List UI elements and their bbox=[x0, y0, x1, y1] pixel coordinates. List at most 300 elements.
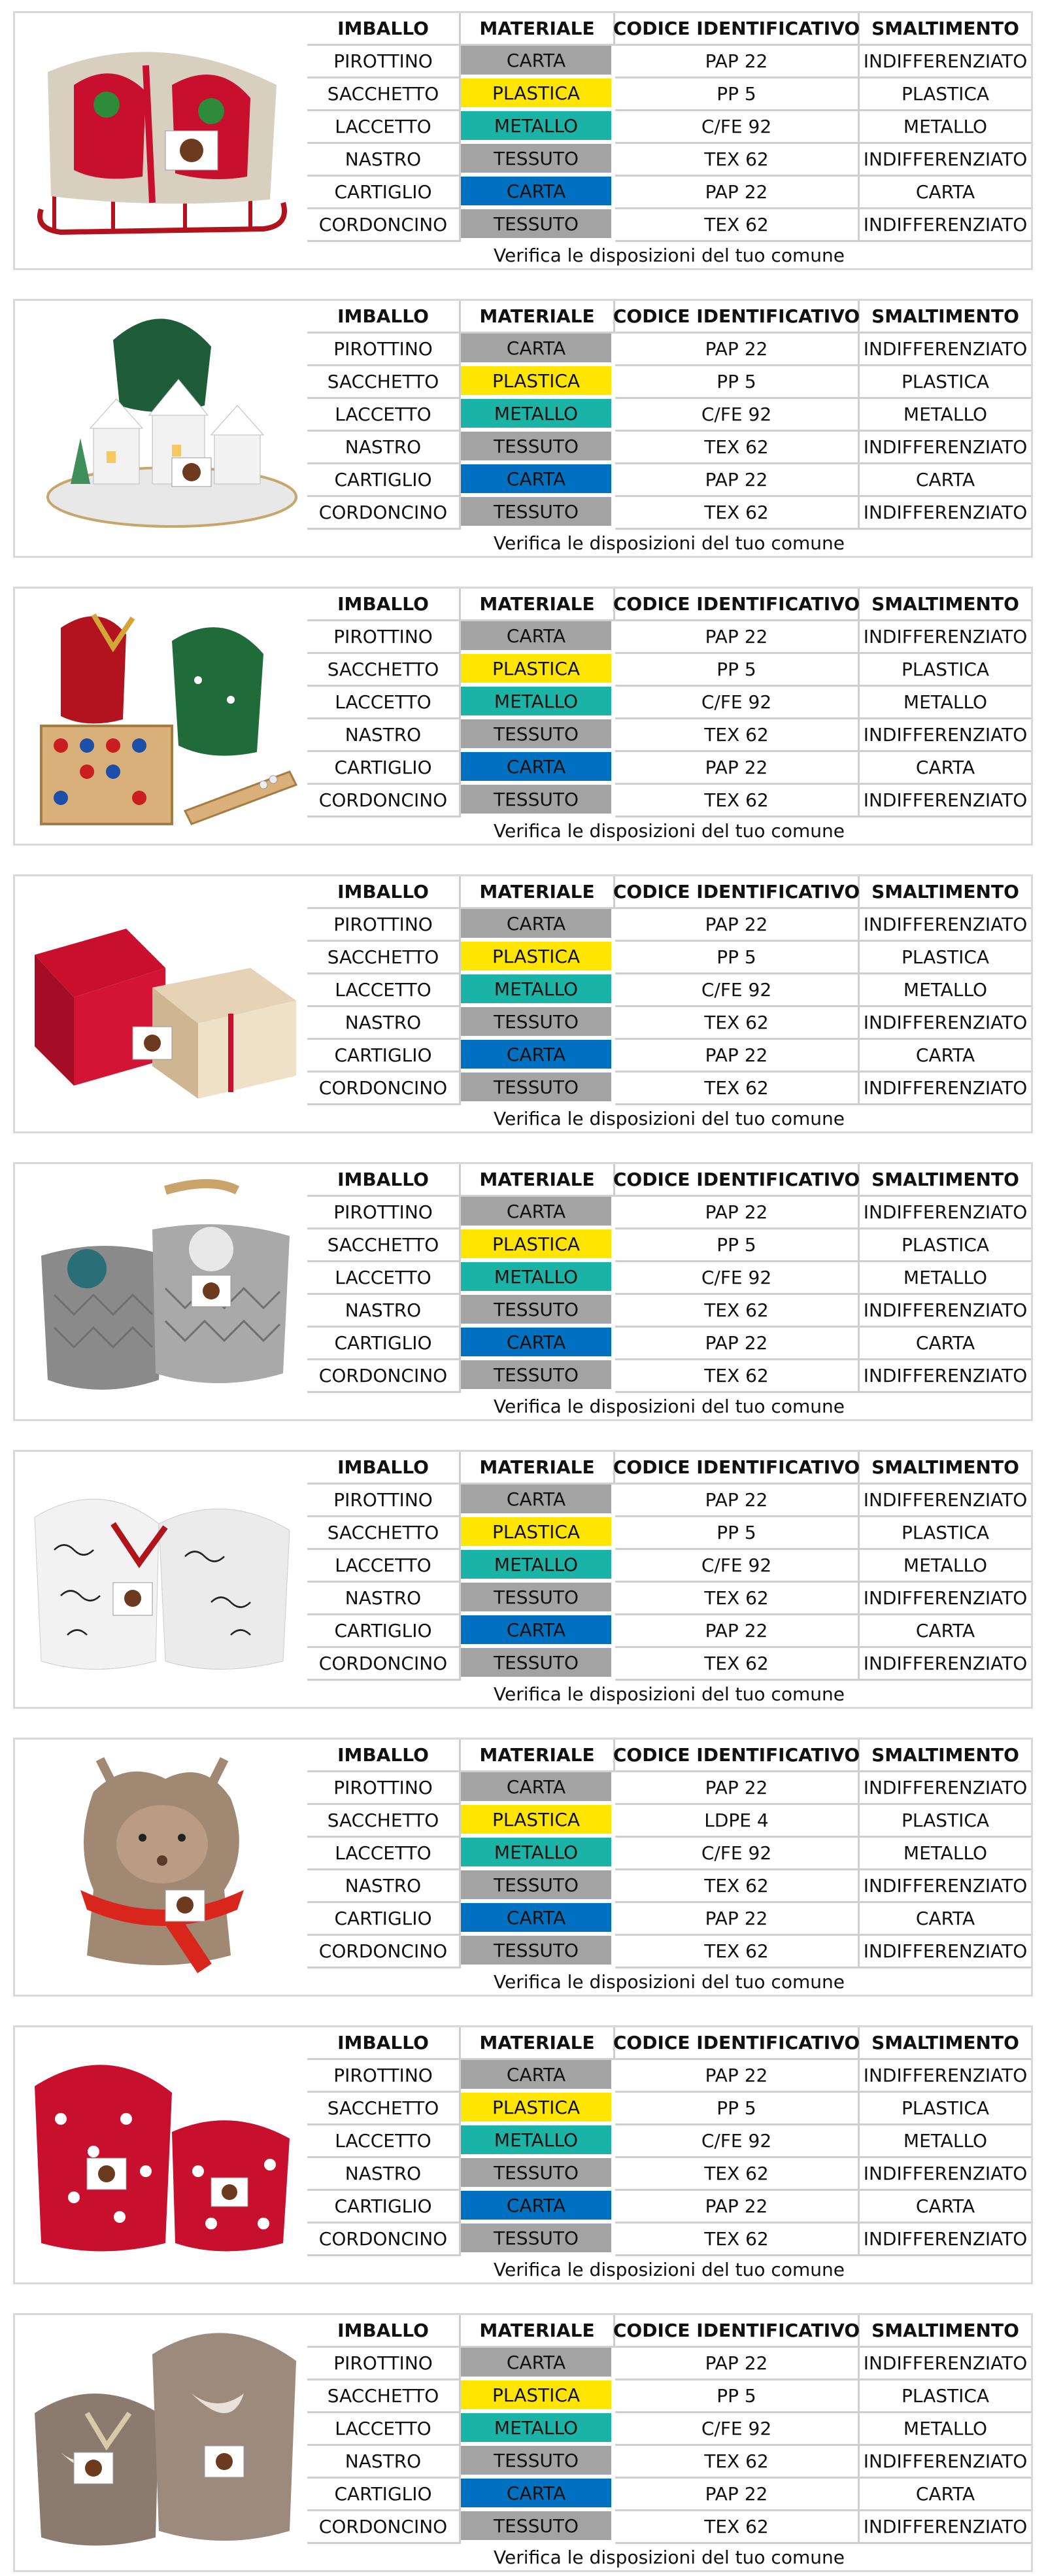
imballo-cell: CARTIGLIO bbox=[307, 752, 461, 785]
table-row bbox=[307, 334, 1031, 366]
materiale-cell: TESSUTO bbox=[461, 1870, 615, 1903]
smaltimento-cell: PLASTICA bbox=[860, 2380, 1031, 2413]
codice-cell: C/FE 92 bbox=[615, 399, 860, 432]
smaltimento-cell: INDIFFERENZIATO bbox=[860, 621, 1031, 654]
imballo-cell: PIROTTINO bbox=[307, 1772, 461, 1805]
codice-cell: PP 5 bbox=[615, 2380, 860, 2413]
codice-cell: C/FE 92 bbox=[615, 1262, 860, 1295]
header-materiale: MATERIALE bbox=[461, 876, 615, 909]
codice-cell: PP 5 bbox=[615, 2093, 860, 2125]
header-materiale: MATERIALE bbox=[461, 1740, 615, 1772]
imballo-cell: PIROTTINO bbox=[307, 2060, 461, 2093]
header-imballo: IMBALLO bbox=[307, 301, 461, 334]
codice-cell: TEX 62 bbox=[615, 2446, 860, 2479]
materiale-cell: TESSUTO bbox=[461, 2511, 615, 2544]
codice-cell: TEX 62 bbox=[615, 1870, 860, 1903]
codice-cell: PP 5 bbox=[615, 78, 860, 111]
materiale-cell: PLASTICA bbox=[461, 942, 615, 974]
header-materiale: MATERIALE bbox=[461, 589, 615, 621]
codice-cell: PAP 22 bbox=[615, 2191, 860, 2224]
imballo-cell: CORDONCINO bbox=[307, 1936, 461, 1968]
smaltimento-cell: PLASTICA bbox=[860, 1229, 1031, 1262]
materiale-cell: METALLO bbox=[461, 2413, 615, 2446]
materiale-cell: TESSUTO bbox=[461, 2446, 615, 2479]
sleigh-gift-photo bbox=[15, 13, 307, 268]
table-row bbox=[307, 1772, 1031, 1805]
smaltimento-cell: INDIFFERENZIATO bbox=[860, 719, 1031, 752]
smaltimento-cell: METALLO bbox=[860, 399, 1031, 432]
smaltimento-cell: METALLO bbox=[860, 974, 1031, 1007]
materiale-cell: TESSUTO bbox=[461, 1648, 615, 1681]
table-header bbox=[307, 876, 1031, 909]
codice-cell: PAP 22 bbox=[615, 1615, 860, 1648]
table-row bbox=[307, 2446, 1031, 2479]
codice-cell: PP 5 bbox=[615, 942, 860, 974]
materiale-cell: PLASTICA bbox=[461, 1517, 615, 1550]
codice-cell: PP 5 bbox=[615, 366, 860, 399]
smaltimento-cell: INDIFFERENZIATO bbox=[860, 1485, 1031, 1517]
packaging-table bbox=[307, 13, 1031, 268]
header-materiale: MATERIALE bbox=[461, 2027, 615, 2060]
table-row bbox=[307, 1040, 1031, 1073]
codice-cell: PAP 22 bbox=[615, 177, 860, 209]
table-row bbox=[307, 464, 1031, 497]
smaltimento-cell: METALLO bbox=[860, 1838, 1031, 1870]
header-smaltimento: SMALTIMENTO bbox=[860, 13, 1031, 46]
codice-cell: TEX 62 bbox=[615, 1007, 860, 1040]
table-row bbox=[307, 752, 1031, 785]
materiale-cell: PLASTICA bbox=[461, 2093, 615, 2125]
materiale-cell: TESSUTO bbox=[461, 719, 615, 752]
product-photo bbox=[15, 13, 307, 268]
imballo-cell: CARTIGLIO bbox=[307, 1040, 461, 1073]
product-photo bbox=[15, 1452, 307, 1707]
materiale-cell: CARTA bbox=[461, 1615, 615, 1648]
product-photo bbox=[15, 1740, 307, 1995]
imballo-cell: NASTRO bbox=[307, 719, 461, 752]
smaltimento-cell: INDIFFERENZIATO bbox=[860, 909, 1031, 942]
materiale-cell: TESSUTO bbox=[461, 2158, 615, 2191]
imballo-cell: CORDONCINO bbox=[307, 785, 461, 817]
table-row bbox=[307, 2158, 1031, 2191]
header-codice: CODICE IDENTIFICATIVO bbox=[615, 2027, 860, 2060]
codice-cell: TEX 62 bbox=[615, 1936, 860, 1968]
header-imballo: IMBALLO bbox=[307, 876, 461, 909]
header-materiale: MATERIALE bbox=[461, 1452, 615, 1485]
disposal-note: Verifica le disposizioni del tuo comune bbox=[494, 1395, 845, 1417]
header-codice: CODICE IDENTIFICATIVO bbox=[615, 1164, 860, 1197]
imballo-cell: PIROTTINO bbox=[307, 1197, 461, 1229]
smaltimento-cell: CARTA bbox=[860, 1040, 1031, 1073]
table-row bbox=[307, 654, 1031, 687]
materiale-cell: CARTA bbox=[461, 2479, 615, 2511]
codice-cell: PAP 22 bbox=[615, 2060, 860, 2093]
header-materiale: MATERIALE bbox=[461, 13, 615, 46]
imballo-cell: SACCHETTO bbox=[307, 2380, 461, 2413]
table-row bbox=[307, 1805, 1031, 1838]
disposal-note: Verifica le disposizioni del tuo comune bbox=[494, 1107, 845, 1129]
table-row bbox=[307, 1360, 1031, 1393]
imballo-cell: LACCETTO bbox=[307, 2413, 461, 2446]
codice-cell: C/FE 92 bbox=[615, 2413, 860, 2446]
smaltimento-cell: CARTA bbox=[860, 1328, 1031, 1360]
codice-cell: TEX 62 bbox=[615, 497, 860, 530]
smaltimento-cell: PLASTICA bbox=[860, 78, 1031, 111]
materiale-cell: TESSUTO bbox=[461, 2224, 615, 2256]
product-photo bbox=[15, 589, 307, 844]
header-materiale: MATERIALE bbox=[461, 2315, 615, 2348]
smaltimento-cell: INDIFFERENZIATO bbox=[860, 1360, 1031, 1393]
materiale-cell: METALLO bbox=[461, 687, 615, 719]
red-print-bags-photo bbox=[15, 2027, 307, 2282]
imballo-cell: LACCETTO bbox=[307, 1262, 461, 1295]
codice-cell: PAP 22 bbox=[615, 1903, 860, 1936]
materiale-cell: CARTA bbox=[461, 621, 615, 654]
materiale-cell: METALLO bbox=[461, 1838, 615, 1870]
table-header bbox=[307, 1452, 1031, 1485]
table-row bbox=[307, 621, 1031, 654]
disposal-note: Verifica le disposizioni del tuo comune bbox=[494, 2258, 845, 2280]
product-block-slitta bbox=[13, 11, 1033, 270]
imballo-cell: LACCETTO bbox=[307, 687, 461, 719]
imballo-cell: CARTIGLIO bbox=[307, 2191, 461, 2224]
table-row bbox=[307, 2191, 1031, 2224]
codice-cell: PAP 22 bbox=[615, 752, 860, 785]
table-row bbox=[307, 177, 1031, 209]
codice-cell: TEX 62 bbox=[615, 2511, 860, 2544]
packaging-table bbox=[307, 2315, 1031, 2570]
packaging-table bbox=[307, 1452, 1031, 1707]
imballo-cell: SACCHETTO bbox=[307, 1229, 461, 1262]
imballo-cell: LACCETTO bbox=[307, 2125, 461, 2158]
materiale-cell: METALLO bbox=[461, 1550, 615, 1583]
codice-cell: PAP 22 bbox=[615, 1485, 860, 1517]
table-row bbox=[307, 497, 1031, 530]
gift-boxes-photo bbox=[15, 876, 307, 1131]
codice-cell: TEX 62 bbox=[615, 785, 860, 817]
materiale-cell: CARTA bbox=[461, 1197, 615, 1229]
disposal-note: Verifica le disposizioni del tuo comune bbox=[494, 1683, 845, 1705]
product-photo bbox=[15, 876, 307, 1131]
imballo-cell: LACCETTO bbox=[307, 1550, 461, 1583]
imballo-cell: SACCHETTO bbox=[307, 654, 461, 687]
table-row bbox=[307, 1229, 1031, 1262]
smaltimento-cell: CARTA bbox=[860, 2191, 1031, 2224]
codice-cell: TEX 62 bbox=[615, 209, 860, 242]
imballo-cell: SACCHETTO bbox=[307, 366, 461, 399]
imballo-cell: NASTRO bbox=[307, 1007, 461, 1040]
imballo-cell: CARTIGLIO bbox=[307, 1615, 461, 1648]
imballo-cell: SACCHETTO bbox=[307, 2093, 461, 2125]
table-header bbox=[307, 1164, 1031, 1197]
codice-cell: PAP 22 bbox=[615, 46, 860, 78]
smaltimento-cell: INDIFFERENZIATO bbox=[860, 2446, 1031, 2479]
materiale-cell: METALLO bbox=[461, 399, 615, 432]
smaltimento-cell: INDIFFERENZIATO bbox=[860, 144, 1031, 177]
reindeer-bag-photo bbox=[15, 1740, 307, 1995]
table-row bbox=[307, 1295, 1031, 1328]
christmas-village-photo bbox=[15, 301, 307, 556]
table-row bbox=[307, 1485, 1031, 1517]
product-block-giochi bbox=[13, 587, 1033, 846]
imballo-cell: LACCETTO bbox=[307, 974, 461, 1007]
materiale-cell: CARTA bbox=[461, 46, 615, 78]
codice-cell: PAP 22 bbox=[615, 334, 860, 366]
product-photo bbox=[15, 301, 307, 556]
header-smaltimento: SMALTIMENTO bbox=[860, 876, 1031, 909]
codice-cell: TEX 62 bbox=[615, 1360, 860, 1393]
materiale-cell: TESSUTO bbox=[461, 1073, 615, 1105]
smaltimento-cell: CARTA bbox=[860, 1615, 1031, 1648]
materiale-cell: CARTA bbox=[461, 334, 615, 366]
table-row bbox=[307, 1517, 1031, 1550]
table-row bbox=[307, 1007, 1031, 1040]
smaltimento-cell: INDIFFERENZIATO bbox=[860, 497, 1031, 530]
materiale-cell: PLASTICA bbox=[461, 654, 615, 687]
product-photo bbox=[15, 2315, 307, 2570]
product-block-villaggio bbox=[13, 299, 1033, 558]
table-row bbox=[307, 2479, 1031, 2511]
header-imballo: IMBALLO bbox=[307, 2027, 461, 2060]
table-row bbox=[307, 1870, 1031, 1903]
header-codice: CODICE IDENTIFICATIVO bbox=[615, 589, 860, 621]
materiale-cell: PLASTICA bbox=[461, 366, 615, 399]
codice-cell: PAP 22 bbox=[615, 621, 860, 654]
table-row bbox=[307, 111, 1031, 144]
smaltimento-cell: INDIFFERENZIATO bbox=[860, 1772, 1031, 1805]
smaltimento-cell: INDIFFERENZIATO bbox=[860, 1648, 1031, 1681]
product-block-sacchetti-scritte bbox=[13, 1450, 1033, 1709]
materiale-cell: TESSUTO bbox=[461, 209, 615, 242]
materiale-cell: CARTA bbox=[461, 752, 615, 785]
codice-cell: TEX 62 bbox=[615, 432, 860, 464]
smaltimento-cell: METALLO bbox=[860, 2413, 1031, 2446]
header-codice: CODICE IDENTIFICATIVO bbox=[615, 2315, 860, 2348]
table-row bbox=[307, 209, 1031, 242]
materiale-cell: CARTA bbox=[461, 1903, 615, 1936]
codice-cell: TEX 62 bbox=[615, 2224, 860, 2256]
table-row bbox=[307, 1583, 1031, 1615]
imballo-cell: SACCHETTO bbox=[307, 78, 461, 111]
disposal-note: Verifica le disposizioni del tuo comune bbox=[494, 532, 845, 554]
table-header bbox=[307, 589, 1031, 621]
smaltimento-cell: CARTA bbox=[860, 752, 1031, 785]
imballo-cell: NASTRO bbox=[307, 2158, 461, 2191]
table-row bbox=[307, 719, 1031, 752]
product-photo bbox=[15, 2027, 307, 2282]
codice-cell: TEX 62 bbox=[615, 1648, 860, 1681]
codice-cell: TEX 62 bbox=[615, 1073, 860, 1105]
codice-cell: PAP 22 bbox=[615, 909, 860, 942]
materiale-cell: CARTA bbox=[461, 1328, 615, 1360]
header-smaltimento: SMALTIMENTO bbox=[860, 1452, 1031, 1485]
materiale-cell: TESSUTO bbox=[461, 1583, 615, 1615]
table-row bbox=[307, 1550, 1031, 1583]
materiale-cell: CARTA bbox=[461, 1485, 615, 1517]
header-codice: CODICE IDENTIFICATIVO bbox=[615, 301, 860, 334]
materiale-cell: METALLO bbox=[461, 974, 615, 1007]
table-row bbox=[307, 2380, 1031, 2413]
materiale-cell: TESSUTO bbox=[461, 1936, 615, 1968]
imballo-cell: NASTRO bbox=[307, 1870, 461, 1903]
smaltimento-cell: INDIFFERENZIATO bbox=[860, 2158, 1031, 2191]
materiale-cell: TESSUTO bbox=[461, 144, 615, 177]
codice-cell: PAP 22 bbox=[615, 1040, 860, 1073]
imballo-cell: PIROTTINO bbox=[307, 909, 461, 942]
table-row bbox=[307, 687, 1031, 719]
header-smaltimento: SMALTIMENTO bbox=[860, 301, 1031, 334]
codice-cell: TEX 62 bbox=[615, 1295, 860, 1328]
product-block-scatole bbox=[13, 874, 1033, 1133]
disposal-note: Verifica le disposizioni del tuo comune bbox=[494, 819, 845, 842]
smaltimento-cell: PLASTICA bbox=[860, 1805, 1031, 1838]
smaltimento-cell: INDIFFERENZIATO bbox=[860, 2511, 1031, 2544]
smaltimento-cell: CARTA bbox=[860, 464, 1031, 497]
smaltimento-cell: CARTA bbox=[860, 1903, 1031, 1936]
lettered-bags-photo bbox=[15, 1452, 307, 1707]
imballo-cell: PIROTTINO bbox=[307, 1485, 461, 1517]
codice-cell: PAP 22 bbox=[615, 1328, 860, 1360]
header-materiale: MATERIALE bbox=[461, 301, 615, 334]
header-imballo: IMBALLO bbox=[307, 1452, 461, 1485]
smaltimento-cell: INDIFFERENZIATO bbox=[860, 432, 1031, 464]
smaltimento-cell: PLASTICA bbox=[860, 1517, 1031, 1550]
codice-cell: TEX 62 bbox=[615, 719, 860, 752]
header-imballo: IMBALLO bbox=[307, 13, 461, 46]
imballo-cell: SACCHETTO bbox=[307, 1805, 461, 1838]
codice-cell: PAP 22 bbox=[615, 1772, 860, 1805]
materiale-cell: PLASTICA bbox=[461, 1805, 615, 1838]
header-imballo: IMBALLO bbox=[307, 2315, 461, 2348]
smaltimento-cell: INDIFFERENZIATO bbox=[860, 785, 1031, 817]
imballo-cell: CORDONCINO bbox=[307, 2224, 461, 2256]
packaging-table bbox=[307, 1740, 1031, 1995]
header-smaltimento: SMALTIMENTO bbox=[860, 1740, 1031, 1772]
imballo-cell: CORDONCINO bbox=[307, 1073, 461, 1105]
codice-cell: C/FE 92 bbox=[615, 2125, 860, 2158]
imballo-cell: LACCETTO bbox=[307, 111, 461, 144]
smaltimento-cell: PLASTICA bbox=[860, 2093, 1031, 2125]
imballo-cell: NASTRO bbox=[307, 1295, 461, 1328]
materiale-cell: CARTA bbox=[461, 464, 615, 497]
imballo-cell: CORDONCINO bbox=[307, 209, 461, 242]
codice-cell: PAP 22 bbox=[615, 464, 860, 497]
codice-cell: PAP 22 bbox=[615, 1197, 860, 1229]
table-row bbox=[307, 432, 1031, 464]
smaltimento-cell: INDIFFERENZIATO bbox=[860, 1936, 1031, 1968]
table-row bbox=[307, 1648, 1031, 1681]
disposal-note: Verifica le disposizioni del tuo comune bbox=[494, 1970, 845, 1993]
imballo-cell: CARTIGLIO bbox=[307, 1903, 461, 1936]
materiale-cell: METALLO bbox=[461, 1262, 615, 1295]
header-smaltimento: SMALTIMENTO bbox=[860, 589, 1031, 621]
product-photo bbox=[15, 1164, 307, 1419]
smaltimento-cell: INDIFFERENZIATO bbox=[860, 1007, 1031, 1040]
table-row bbox=[307, 1073, 1031, 1105]
imballo-cell: NASTRO bbox=[307, 144, 461, 177]
codice-cell: TEX 62 bbox=[615, 144, 860, 177]
product-block-renna bbox=[13, 1738, 1033, 1997]
materiale-cell: METALLO bbox=[461, 111, 615, 144]
table-row bbox=[307, 2413, 1031, 2446]
table-row bbox=[307, 2224, 1031, 2256]
codice-cell: PP 5 bbox=[615, 1517, 860, 1550]
imballo-cell: NASTRO bbox=[307, 1583, 461, 1615]
smaltimento-cell: METALLO bbox=[860, 687, 1031, 719]
header-smaltimento: SMALTIMENTO bbox=[860, 1164, 1031, 1197]
smaltimento-cell: INDIFFERENZIATO bbox=[860, 334, 1031, 366]
imballo-cell: CORDONCINO bbox=[307, 2511, 461, 2544]
imballo-cell: CARTIGLIO bbox=[307, 1328, 461, 1360]
header-smaltimento: SMALTIMENTO bbox=[860, 2315, 1031, 2348]
materiale-cell: METALLO bbox=[461, 2125, 615, 2158]
disposal-note: Verifica le disposizioni del tuo comune bbox=[494, 2546, 845, 2568]
smaltimento-cell: INDIFFERENZIATO bbox=[860, 1073, 1031, 1105]
table-row bbox=[307, 2060, 1031, 2093]
smaltimento-cell: PLASTICA bbox=[860, 654, 1031, 687]
product-block-cesti-feltro bbox=[13, 1162, 1033, 1421]
felt-baskets-photo bbox=[15, 1164, 307, 1419]
imballo-cell: NASTRO bbox=[307, 432, 461, 464]
materiale-cell: TESSUTO bbox=[461, 1360, 615, 1393]
materiale-cell: PLASTICA bbox=[461, 2380, 615, 2413]
smaltimento-cell: INDIFFERENZIATO bbox=[860, 46, 1031, 78]
packaging-table bbox=[307, 1164, 1031, 1419]
smaltimento-cell: INDIFFERENZIATO bbox=[860, 1295, 1031, 1328]
table-row bbox=[307, 1903, 1031, 1936]
table-header bbox=[307, 2315, 1031, 2348]
disposal-note: Verifica le disposizioni del tuo comune bbox=[494, 244, 845, 266]
smaltimento-cell: METALLO bbox=[860, 2125, 1031, 2158]
codice-cell: C/FE 92 bbox=[615, 1838, 860, 1870]
table-row bbox=[307, 2348, 1031, 2380]
materiale-cell: CARTA bbox=[461, 909, 615, 942]
table-row bbox=[307, 1262, 1031, 1295]
codice-cell: LDPE 4 bbox=[615, 1805, 860, 1838]
smaltimento-cell: METALLO bbox=[860, 1550, 1031, 1583]
imballo-cell: SACCHETTO bbox=[307, 942, 461, 974]
table-row bbox=[307, 399, 1031, 432]
codice-cell: PP 5 bbox=[615, 654, 860, 687]
smaltimento-cell: CARTA bbox=[860, 177, 1031, 209]
imballo-cell: SACCHETTO bbox=[307, 1517, 461, 1550]
codice-cell: PAP 22 bbox=[615, 2348, 860, 2380]
codice-cell: C/FE 92 bbox=[615, 687, 860, 719]
materiale-cell: PLASTICA bbox=[461, 78, 615, 111]
smaltimento-cell: METALLO bbox=[860, 111, 1031, 144]
header-materiale: MATERIALE bbox=[461, 1164, 615, 1197]
table-header bbox=[307, 301, 1031, 334]
table-row bbox=[307, 909, 1031, 942]
materiale-cell: TESSUTO bbox=[461, 432, 615, 464]
header-codice: CODICE IDENTIFICATIVO bbox=[615, 1452, 860, 1485]
product-block-sacchetti-bronzo bbox=[13, 2313, 1033, 2572]
codice-cell: C/FE 92 bbox=[615, 974, 860, 1007]
imballo-cell: PIROTTINO bbox=[307, 334, 461, 366]
header-imballo: IMBALLO bbox=[307, 589, 461, 621]
packaging-table bbox=[307, 301, 1031, 556]
smaltimento-cell: INDIFFERENZIATO bbox=[860, 1583, 1031, 1615]
table-row bbox=[307, 2125, 1031, 2158]
codice-cell: TEX 62 bbox=[615, 2158, 860, 2191]
smaltimento-cell: PLASTICA bbox=[860, 366, 1031, 399]
table-row bbox=[307, 1615, 1031, 1648]
table-row bbox=[307, 46, 1031, 78]
table-row bbox=[307, 144, 1031, 177]
header-imballo: IMBALLO bbox=[307, 1740, 461, 1772]
header-smaltimento: SMALTIMENTO bbox=[860, 2027, 1031, 2060]
games-gift-photo bbox=[15, 589, 307, 844]
